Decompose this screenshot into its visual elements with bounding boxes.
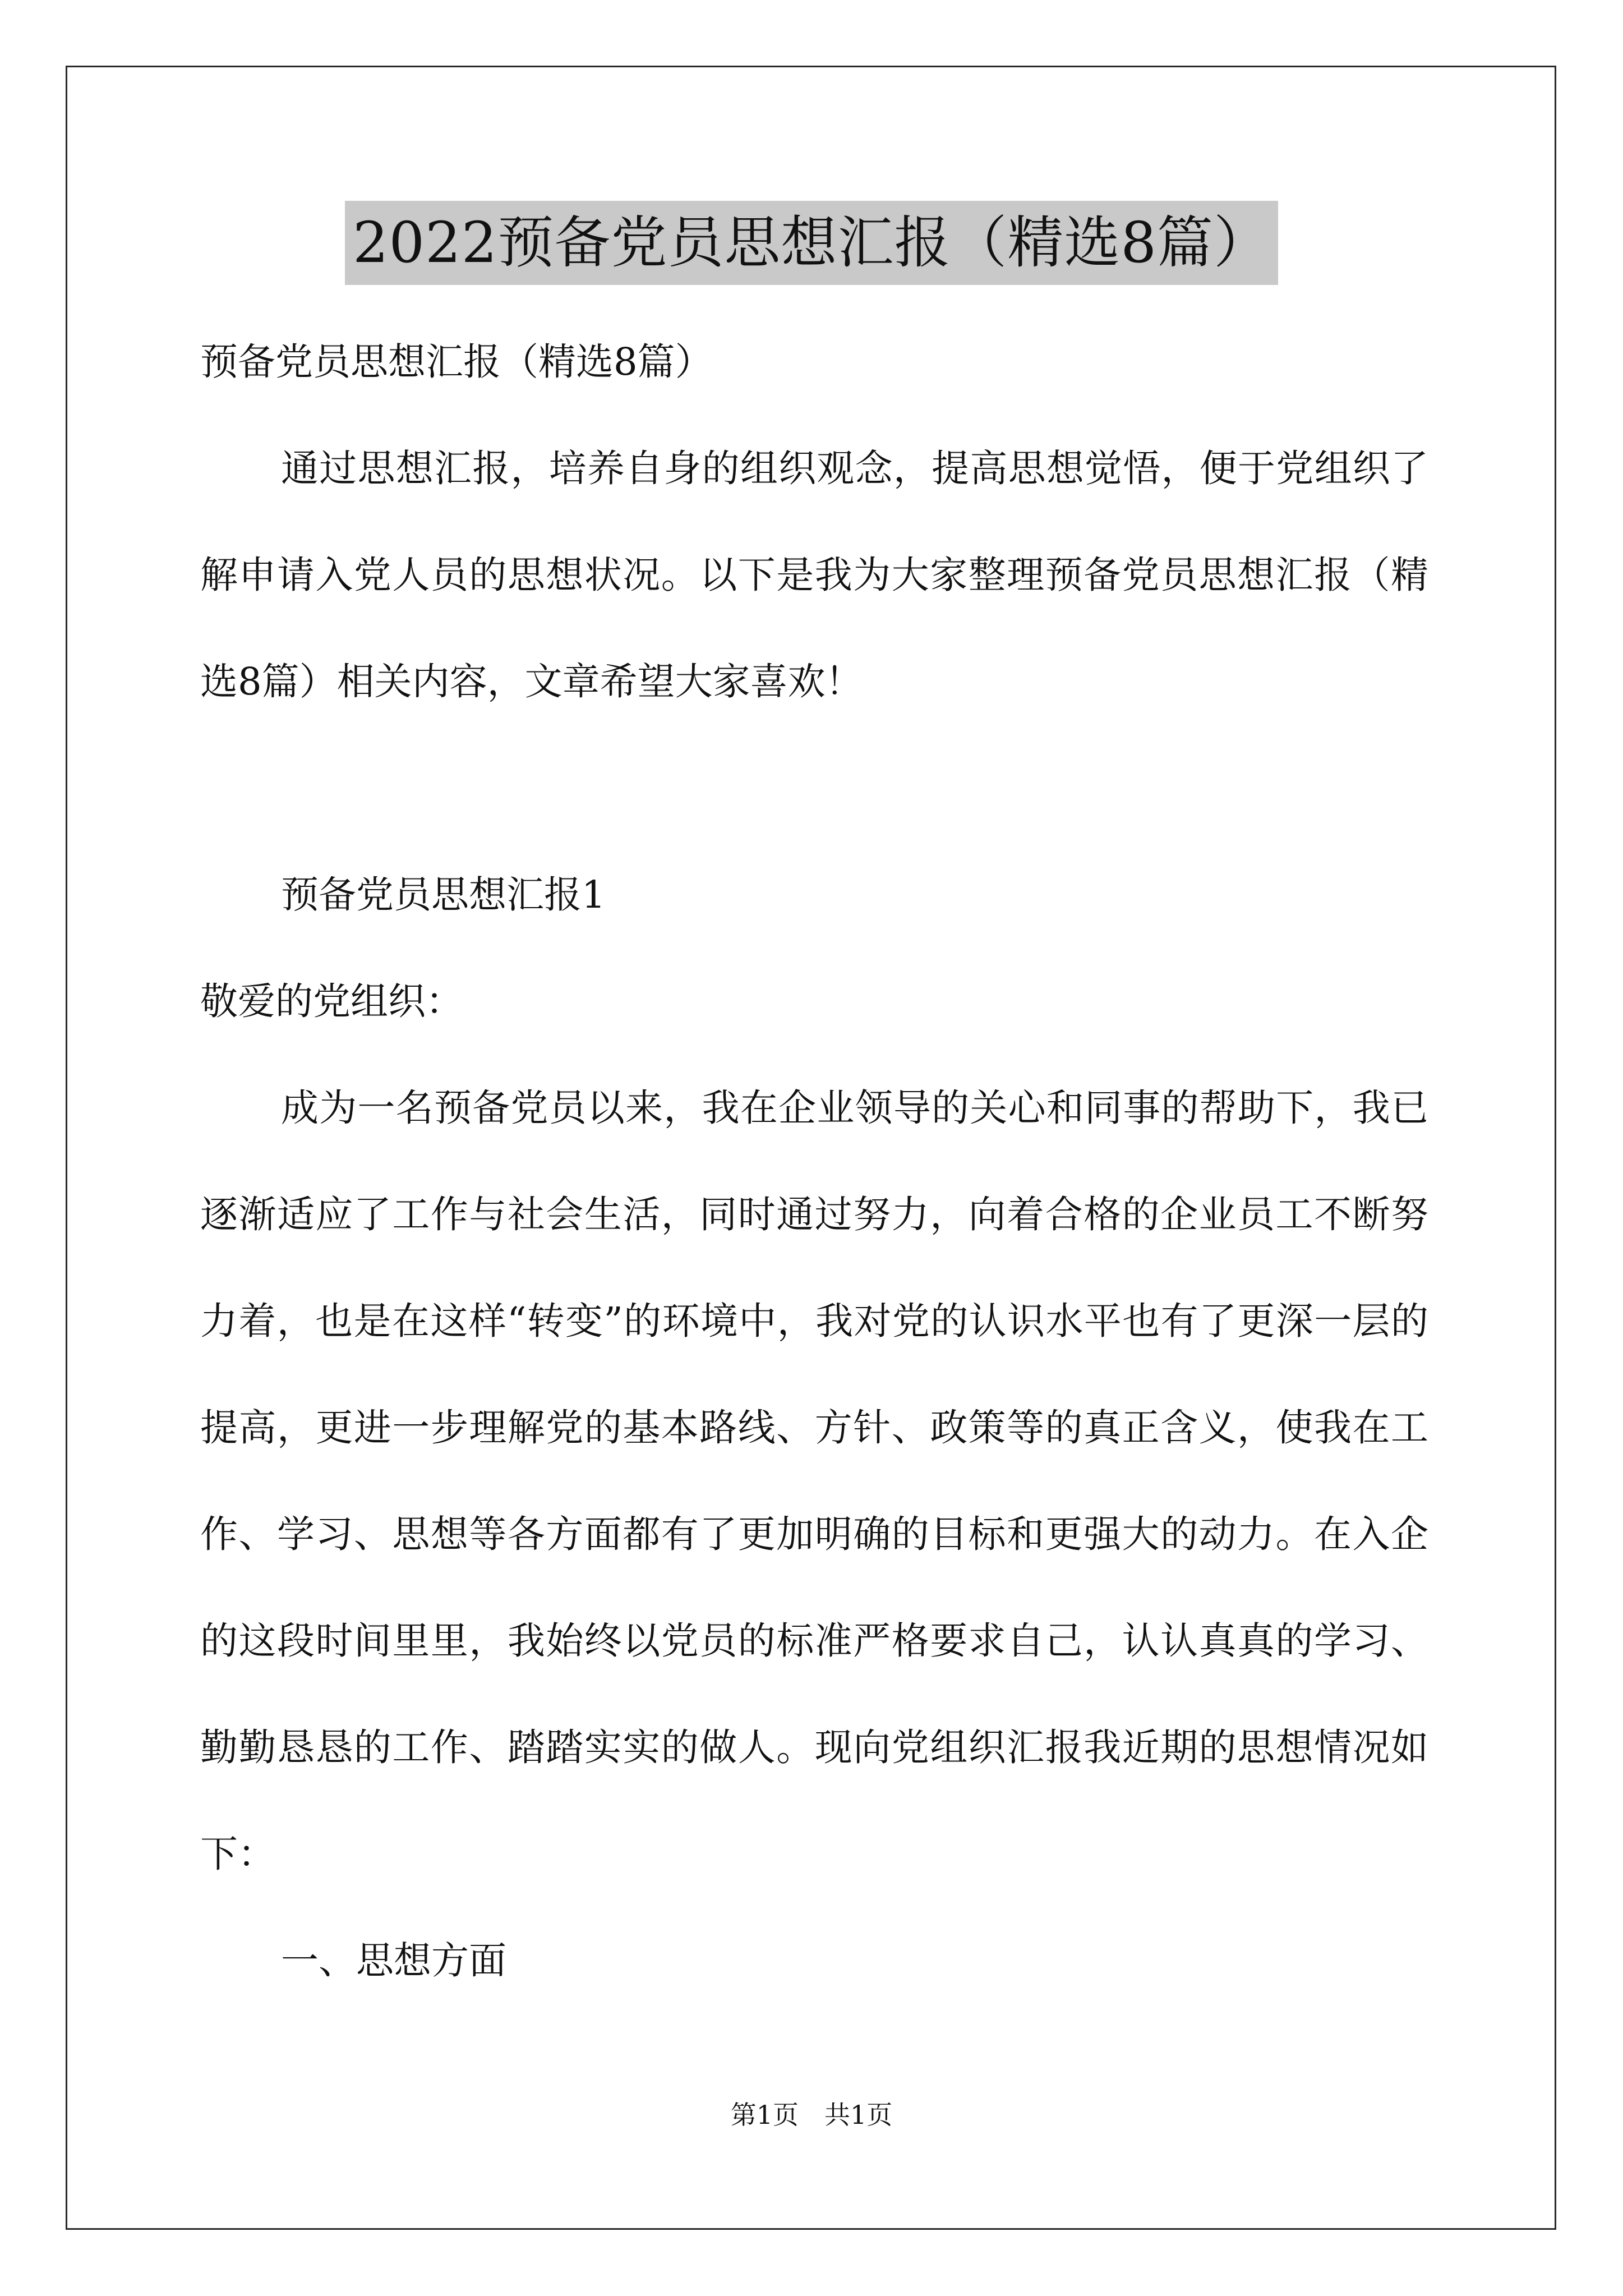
- page-footer: [0, 2098, 1623, 2132]
- section-heading: 预备党员思想汇报1: [281, 873, 606, 917]
- body-paragraph: 成为一名预备党员以来，我在企业领导的关心和同事的帮助下，我已逐渐适应了工作与社会生活，同时通过努力，向着合格的企业员工不断努力着，也是在这样“转变”的环境中，我对党的认识水平也有了更深一层的提高，更进一步理解党的基本路线、方针、政策等的真正含义，使我在工作、学习、思想等各方面都有了更加明确的目标和更强大的动力。在入企的这段时间里里，我始终以党员的标准严格要求自己，认认真真的学习、勤勤恳恳的工作、踏踏实实的做人。现向党组织汇报我近期的思想情况如下：: [200, 1086, 1428, 1876]
- title-container: [0, 201, 1623, 285]
- subtitle-paragraph: 预备党员思想汇报（精选8篇）: [200, 340, 713, 384]
- paragraph-gap: [200, 735, 1428, 841]
- intro-paragraph: 通过思想汇报，培养自身的组织观念，提高思想觉悟，便于党组织了解申请入党人员的思想状况。以下是我为大家整理预备党员思想汇报（精选8篇）相关内容，文章希望大家喜欢！: [200, 447, 1428, 703]
- page-number: 第1页: [730, 2100, 799, 2130]
- document-body: [200, 309, 1428, 2014]
- salutation: 敬爱的党组织：: [200, 979, 463, 1023]
- page-total: 共1页: [824, 2100, 893, 2130]
- subsection-heading: 一、思想方面: [281, 1939, 506, 1982]
- document-title: 2022预备党员思想汇报（精选8篇）: [345, 201, 1278, 285]
